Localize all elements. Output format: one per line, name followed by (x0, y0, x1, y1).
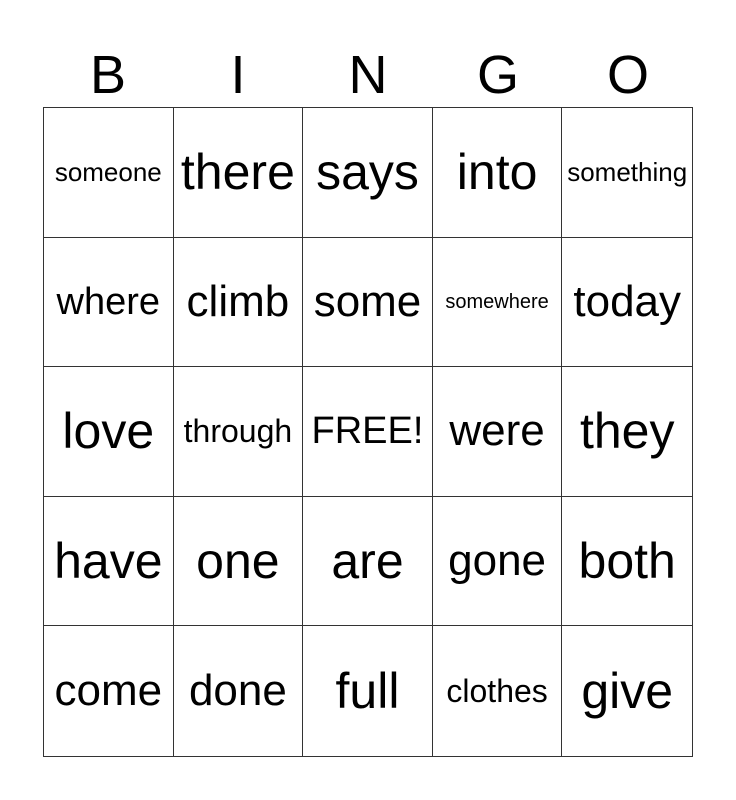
header-letter-o: O (606, 45, 649, 105)
bingo-cell[interactable]: were (433, 367, 563, 497)
bingo-cell[interactable]: through (174, 367, 304, 497)
bingo-board (43, 107, 693, 757)
header-letter-b: B (89, 45, 127, 105)
bingo-cell[interactable]: someone (44, 108, 174, 238)
bingo-cell[interactable]: clothes (433, 626, 563, 756)
bingo-cell[interactable]: come (44, 626, 174, 756)
bingo-cell[interactable]: says (303, 108, 433, 238)
bingo-cell[interactable]: they (562, 367, 692, 497)
bingo-cell[interactable]: have (44, 497, 174, 627)
header-letter-g: G (476, 45, 519, 105)
bingo-cell[interactable]: there (174, 108, 304, 238)
header-letter-n: N (348, 45, 388, 105)
bingo-header (43, 42, 693, 108)
bingo-cell[interactable]: some (303, 238, 433, 368)
bingo-cell[interactable]: love (44, 367, 174, 497)
bingo-cell[interactable]: both (562, 497, 692, 627)
bingo-cell[interactable]: are (303, 497, 433, 627)
bingo-cell[interactable]: gone (433, 497, 563, 627)
bingo-cell[interactable]: something (562, 108, 692, 238)
header-letter-i: I (230, 45, 246, 105)
bingo-cell[interactable]: done (174, 626, 304, 756)
bingo-cell[interactable]: climb (174, 238, 304, 368)
free-space-cell[interactable]: FREE! (303, 367, 433, 497)
bingo-cell[interactable]: give (581, 663, 674, 720)
bingo-cell[interactable]: into (433, 108, 563, 238)
bingo-cell[interactable]: somewhere (433, 238, 563, 368)
bingo-cell[interactable]: one (174, 497, 304, 627)
bingo-cell[interactable]: today (562, 238, 692, 368)
bingo-cell[interactable]: full (303, 626, 433, 756)
bingo-cell[interactable]: where (44, 238, 174, 368)
